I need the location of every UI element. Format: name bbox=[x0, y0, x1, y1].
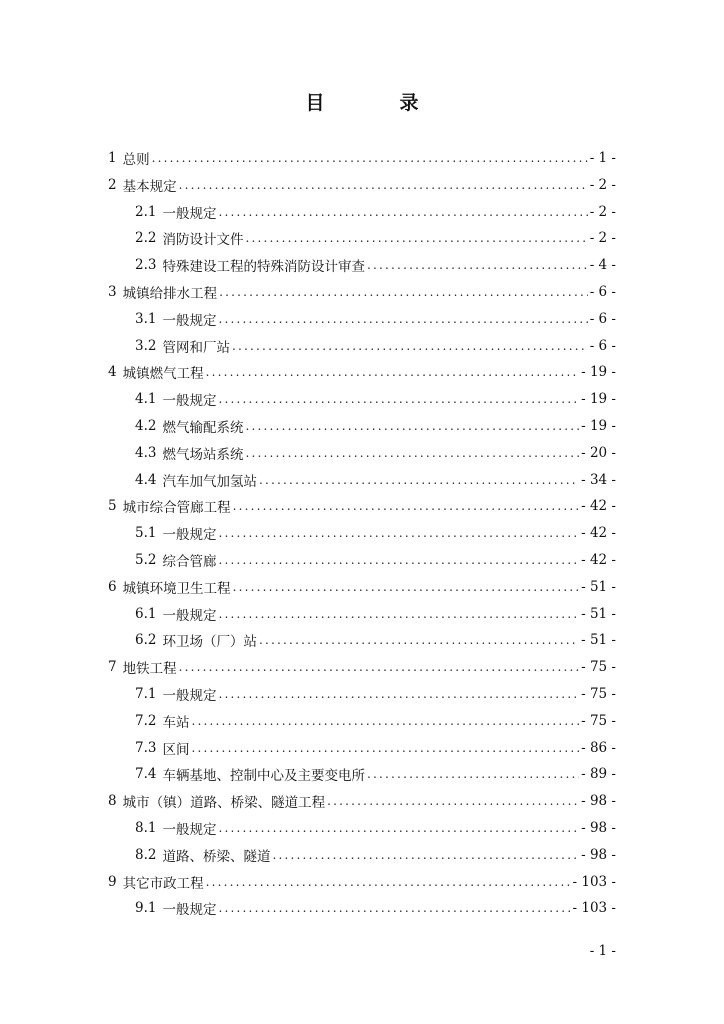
toc-entry-page: - 51 - bbox=[581, 605, 616, 622]
toc-entry-number: 7.2 bbox=[135, 712, 157, 729]
toc-entry-page: - 34 - bbox=[581, 471, 616, 488]
toc-dot-leader bbox=[179, 660, 580, 674]
toc-entry-page: - 19 - bbox=[581, 364, 616, 381]
toc-dot-leader bbox=[191, 741, 579, 755]
toc-entry-number: 5 bbox=[108, 498, 117, 515]
toc-dot-leader bbox=[218, 821, 579, 835]
toc-entry[interactable] bbox=[135, 467, 616, 493]
toc-entry[interactable] bbox=[135, 199, 616, 225]
toc-entry-number: 2.3 bbox=[135, 257, 157, 274]
toc-dot-leader bbox=[367, 767, 579, 781]
toc-entry[interactable] bbox=[135, 333, 616, 359]
toc-entry-page: - 98 - bbox=[581, 793, 616, 810]
toc-dot-leader bbox=[218, 526, 579, 540]
toc-entry[interactable] bbox=[135, 413, 616, 439]
toc-entry-number: 4 bbox=[108, 364, 117, 381]
toc-entry-title: 一般规定 bbox=[162, 393, 217, 410]
toc-entry-title: 一般规定 bbox=[162, 822, 217, 838]
toc-entry-page: - 6 - bbox=[589, 284, 616, 300]
toc-entry-title: 一般规定 bbox=[162, 312, 217, 329]
toc-entry-page: - 89 - bbox=[581, 766, 616, 783]
toc-entry-page: - 42 - bbox=[581, 498, 616, 515]
toc-entry-title: 城市（镇）道路、桥梁、隧道工程 bbox=[122, 795, 326, 812]
toc-entry-number: 1 bbox=[108, 150, 117, 166]
toc-entry-number: 3 bbox=[108, 284, 117, 300]
toc-entry[interactable] bbox=[135, 225, 616, 251]
toc-entry-page: - 1 - bbox=[589, 150, 616, 166]
toc-dot-leader bbox=[259, 633, 579, 647]
toc-entry-number: 7.4 bbox=[135, 766, 157, 783]
toc-entry-number: 4.1 bbox=[135, 391, 157, 408]
toc-dot-leader bbox=[232, 339, 588, 353]
toc-entry[interactable] bbox=[108, 788, 616, 814]
toc-entry-title: 燃气场站系统 bbox=[162, 446, 244, 463]
toc-entry-page: - 75 - bbox=[581, 659, 616, 676]
toc-dot-leader bbox=[206, 365, 580, 379]
toc-entry-page: - 51 - bbox=[581, 578, 616, 595]
toc-entry-page: - 98 - bbox=[581, 846, 616, 863]
toc-entry-title: 特殊建设工程的特殊消防设计审查 bbox=[162, 259, 365, 276]
toc-entry-page: - 4 - bbox=[589, 257, 616, 274]
toc-entry-title: 总则 bbox=[122, 152, 150, 168]
toc-entry-title: 一般规定 bbox=[162, 607, 217, 624]
toc-entry-page: - 2 - bbox=[589, 203, 616, 220]
toc-entry-page: - 103 - bbox=[572, 900, 616, 917]
toc-entry[interactable] bbox=[135, 601, 616, 627]
toc-entry-number: 4.3 bbox=[135, 444, 157, 461]
toc-entry[interactable] bbox=[135, 708, 616, 734]
toc-entry-number: 6.1 bbox=[135, 605, 157, 622]
toc-entry[interactable] bbox=[108, 145, 616, 171]
toc-entry-title: 消防设计文件 bbox=[162, 232, 244, 249]
toc-entry[interactable] bbox=[135, 735, 616, 761]
toc-entry[interactable] bbox=[135, 520, 616, 546]
toc-dot-leader bbox=[233, 580, 580, 594]
toc-entry-title: 城镇燃气工程 bbox=[122, 366, 204, 383]
toc-dot-leader bbox=[367, 258, 588, 272]
toc-entry-page: - 20 - bbox=[581, 444, 616, 461]
toc-entry-number: 5.2 bbox=[135, 552, 157, 568]
toc-entry[interactable] bbox=[108, 869, 616, 895]
toc-entry-page: - 98 - bbox=[581, 820, 616, 836]
toc-entry[interactable] bbox=[135, 627, 616, 653]
toc-entry[interactable] bbox=[108, 493, 616, 519]
toc-entry-number: 7.3 bbox=[135, 739, 157, 756]
toc-entry-page: - 2 - bbox=[589, 176, 616, 193]
toc-dot-leader bbox=[218, 392, 579, 406]
toc-entry-page: - 75 - bbox=[581, 712, 616, 729]
toc-entry-number: 6.2 bbox=[135, 632, 157, 649]
toc-entry-number: 6 bbox=[108, 578, 117, 595]
toc-entry-number: 2.2 bbox=[135, 230, 157, 247]
toc-entry-title: 环卫场（厂）站 bbox=[162, 634, 257, 651]
toc-entry[interactable] bbox=[135, 386, 616, 412]
toc-entry[interactable] bbox=[135, 306, 616, 332]
toc-entry[interactable] bbox=[135, 440, 616, 466]
toc-entry-title: 综合管廊 bbox=[162, 554, 217, 570]
footer-page-number: - 1 - bbox=[589, 943, 616, 959]
toc-entry-title: 城市综合管廊工程 bbox=[122, 500, 231, 517]
toc-entry-number: 7.1 bbox=[135, 686, 157, 702]
toc-dot-leader bbox=[327, 794, 579, 808]
toc-dot-leader bbox=[233, 499, 580, 513]
toc-entry-number: 4.4 bbox=[135, 471, 157, 488]
toc-entry[interactable] bbox=[135, 842, 616, 868]
toc-entry-number: 9.1 bbox=[135, 900, 157, 917]
toc-entry-number: 3.2 bbox=[135, 337, 157, 354]
toc-entry[interactable] bbox=[135, 681, 616, 707]
toc-dot-leader bbox=[245, 446, 579, 460]
toc-dot-leader bbox=[245, 231, 587, 245]
toc-dot-leader bbox=[259, 473, 579, 487]
toc-entry-number: 2 bbox=[108, 176, 117, 193]
toc-entry-number: 8 bbox=[108, 793, 117, 810]
toc-entry[interactable] bbox=[108, 574, 616, 600]
toc-dot-leader bbox=[218, 687, 579, 701]
toc-entry-page: - 51 - bbox=[581, 632, 616, 649]
toc-entry-page: - 6 - bbox=[589, 310, 616, 327]
toc-entry-number: 7 bbox=[108, 659, 117, 676]
toc-dot-leader bbox=[191, 714, 579, 728]
toc-entry-number: 8.1 bbox=[135, 820, 157, 836]
toc-entry-title: 一般规定 bbox=[162, 902, 217, 919]
toc-entry-page: - 19 - bbox=[581, 418, 616, 434]
toc-entry-title: 区间 bbox=[162, 741, 190, 758]
toc-entry-page: - 19 - bbox=[581, 391, 616, 408]
toc-dot-leader bbox=[218, 312, 587, 326]
toc-entry-page: - 103 - bbox=[572, 873, 616, 890]
toc-entry-title: 一般规定 bbox=[162, 688, 217, 704]
toc-dot-leader bbox=[218, 205, 587, 219]
toc-entry-title: 管网和厂站 bbox=[162, 339, 230, 356]
toc-entry-title: 其它市政工程 bbox=[122, 875, 204, 892]
toc-entry-page: - 42 - bbox=[581, 525, 616, 542]
toc-entry-number: 9 bbox=[108, 873, 117, 890]
toc-entry[interactable] bbox=[135, 761, 616, 787]
toc-entry-page: - 75 - bbox=[581, 686, 616, 702]
toc-entry-title: 基本规定 bbox=[122, 178, 177, 195]
toc-dot-leader bbox=[218, 901, 570, 915]
toc-entry-page: - 42 - bbox=[581, 552, 616, 568]
toc-entry-title: 一般规定 bbox=[162, 527, 217, 544]
toc-entry-title: 燃气输配系统 bbox=[162, 420, 244, 436]
toc-dot-leader bbox=[245, 419, 579, 433]
toc-entry[interactable] bbox=[108, 359, 616, 385]
toc-entry-title: 城镇环境卫生工程 bbox=[122, 580, 231, 597]
toc-dot-leader bbox=[272, 848, 579, 862]
toc-entry[interactable] bbox=[108, 172, 616, 198]
toc-entry-number: 5.1 bbox=[135, 525, 157, 542]
toc-dot-leader bbox=[152, 151, 588, 165]
toc-entry-title: 车辆基地、控制中心及主要变电所 bbox=[162, 768, 365, 785]
toc-entry-number: 3.1 bbox=[135, 310, 157, 327]
toc-dot-leader bbox=[179, 178, 588, 192]
toc-entry-title: 汽车加气加氢站 bbox=[162, 473, 257, 490]
toc-entry-title: 地铁工程 bbox=[122, 661, 177, 678]
toc-entry-title: 道路、桥梁、隧道 bbox=[162, 848, 271, 865]
toc-entry[interactable] bbox=[108, 654, 616, 680]
toc-entry-title: 城镇给排水工程 bbox=[122, 286, 218, 302]
toc-entry-title: 一般规定 bbox=[162, 205, 217, 222]
toc-entry[interactable] bbox=[135, 895, 616, 921]
toc-entry[interactable] bbox=[135, 815, 616, 841]
toc-entry-page: - 2 - bbox=[589, 230, 616, 247]
toc-dot-leader bbox=[218, 607, 579, 621]
toc-dot-leader bbox=[218, 553, 579, 567]
toc-entry-number: 2.1 bbox=[135, 203, 157, 220]
toc-dot-leader bbox=[219, 285, 588, 299]
toc-entry[interactable] bbox=[135, 252, 616, 278]
toc-entry-page: - 86 - bbox=[581, 739, 616, 756]
page-title: 目 录 bbox=[305, 92, 447, 114]
toc-entry[interactable] bbox=[135, 547, 616, 573]
toc-entry-title: 车站 bbox=[162, 714, 190, 731]
toc-entry-number: 4.2 bbox=[135, 418, 157, 434]
toc-entry-page: - 6 - bbox=[589, 337, 616, 354]
toc-entry-number: 8.2 bbox=[135, 846, 157, 863]
toc-entry[interactable] bbox=[108, 279, 616, 305]
toc-dot-leader bbox=[206, 875, 571, 889]
